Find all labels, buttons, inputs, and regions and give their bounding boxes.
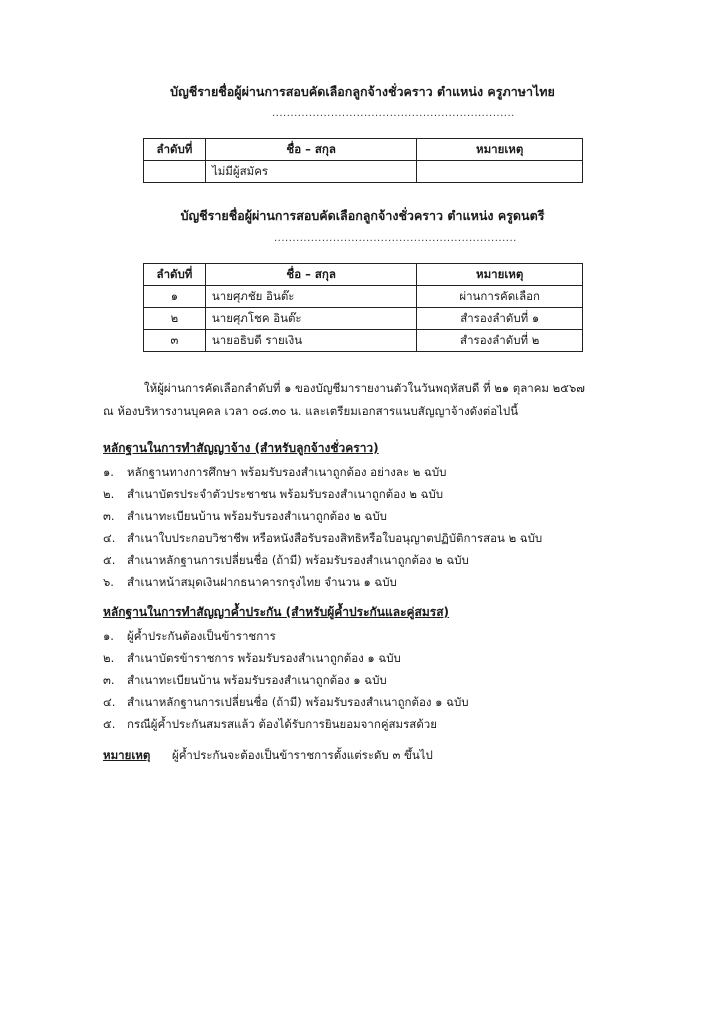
list-item — [103, 508, 387, 526]
list-item — [103, 464, 446, 482]
item-text: สำเนาบัตรประจำตัวประชาชน พร้อมรับรองสำเนาถูกต้อง ๒ ฉบับ — [127, 487, 444, 501]
section1-title: บัญชีรายชื่อผู้ผ่านการสอบคัดเลือกลูกจ้างชั่วคราว ตำแหน่ง ครูภาษาไทย — [170, 84, 555, 99]
remark-label: หมายเหตุ — [103, 748, 151, 762]
list-item — [103, 574, 397, 592]
item-number: ๕. — [103, 553, 116, 567]
cell-note: สำรองลำดับที่ ๑ — [417, 308, 583, 330]
table-row — [144, 330, 583, 352]
list-item — [103, 530, 542, 548]
col-header-name: ชื่อ – สกุล — [205, 139, 416, 161]
cell-name: ไม่มีผู้สมัคร — [205, 161, 416, 183]
cell-number: ๒ — [144, 308, 206, 330]
guarantor-docs-heading: หลักฐานในการทำสัญญาค้ำประกัน (สำหรับผู้ค้ำประกันและคู่สมรส) — [103, 605, 450, 619]
section2-dots: .................................................................. — [274, 233, 517, 244]
item-text: สำเนาทะเบียนบ้าน พร้อมรับรองสำเนาถูกต้อง ๒ ฉบับ — [127, 509, 387, 523]
list-item — [103, 650, 401, 668]
item-number: ๔. — [103, 531, 116, 545]
item-number: ๒. — [103, 487, 115, 501]
cell-number — [144, 161, 206, 183]
col-header-number: ลำดับที่ — [144, 139, 206, 161]
list-item — [103, 486, 443, 504]
cell-name: นายศุภโชค อินต๊ะ — [205, 308, 416, 330]
item-text: หลักฐานทางการศึกษา พร้อมรับรองสำเนาถูกต้อง อย่างละ ๒ ฉบับ — [127, 465, 447, 479]
remark-text: ผู้ค้ำประกันจะต้องเป็นข้าราชการตั้งแต่ระดับ ๓ ขึ้นไป — [172, 748, 433, 762]
cell-number: ๓ — [144, 330, 206, 352]
item-number: ๒. — [103, 651, 115, 665]
table-header-row — [144, 264, 583, 286]
col-header-note: หมายเหตุ — [417, 264, 583, 286]
item-number: ๖. — [103, 575, 114, 589]
item-number: ๓. — [103, 673, 115, 687]
item-number: ๕. — [103, 717, 116, 731]
col-header-note: หมายเหตุ — [417, 139, 583, 161]
cell-note: สำรองลำดับที่ ๒ — [417, 330, 583, 352]
cell-note — [417, 161, 583, 183]
item-number: ๔. — [103, 695, 116, 709]
contract-docs-heading: หลักฐานในการทำสัญญาจ้าง (สำหรับลูกจ้างชั่วคราว) — [103, 441, 379, 455]
item-number: ๓. — [103, 509, 115, 523]
item-text: ผู้ค้ำประกันต้องเป็นข้าราชการ — [127, 629, 276, 643]
cell-number: ๑ — [144, 286, 206, 308]
item-text: สำเนาหน้าสมุดเงินฝากธนาคารกรุงไทย จำนวน ๑ ฉบับ — [127, 575, 397, 589]
announcement-line1: ให้ผู้ผ่านการคัดเลือกลำดับที่ ๑ ของบัญชีมารายงานตัวในวันพฤหัสบดี ที่ ๒๑ ตุลาคม ๒๕๖๗ — [144, 381, 585, 395]
item-text: สำเนาหลักฐานการเปลี่ยนชื่อ (ถ้ามี) พร้อมรับรองสำเนาถูกต้อง ๒ ฉบับ — [127, 553, 469, 567]
list-item — [103, 716, 437, 734]
announcement-line2: ณ ห้องบริหารงานบุคคล เวลา ๐๘.๓๐ น. และเตรียมเอกสารแนบสัญญาจ้างดังต่อไปนี้ — [103, 404, 519, 418]
col-header-number: ลำดับที่ — [144, 264, 206, 286]
cell-note: ผ่านการคัดเลือก — [417, 286, 583, 308]
section2-title: บัญชีรายชื่อผู้ผ่านการสอบคัดเลือกลูกจ้างชั่วคราว ตำแหน่ง ครูดนตรี — [180, 208, 545, 223]
item-text: กรณีผู้ค้ำประกันสมรสแล้ว ต้องได้รับการยินยอมจากคู่สมรสด้วย — [127, 717, 437, 731]
section2-table — [143, 263, 583, 352]
list-item — [103, 694, 469, 712]
item-number: ๑. — [103, 629, 114, 643]
table-row — [144, 308, 583, 330]
item-text: สำเนาหลักฐานการเปลี่ยนชื่อ (ถ้ามี) พร้อมรับรองสำเนาถูกต้อง ๑ ฉบับ — [127, 695, 469, 709]
table-row — [144, 286, 583, 308]
cell-name: นายศุภชัย อินต๊ะ — [205, 286, 416, 308]
list-item — [103, 552, 469, 570]
list-item — [103, 672, 387, 690]
list-item — [103, 628, 276, 646]
item-text: สำเนาทะเบียนบ้าน พร้อมรับรองสำเนาถูกต้อง ๑ ฉบับ — [127, 673, 387, 687]
item-text: สำเนาใบประกอบวิชาชีพ หรือหนังสือรับรองสิทธิหรือใบอนุญาตปฏิบัติการสอน ๒ ฉบับ — [127, 531, 543, 545]
section1-table — [143, 138, 583, 183]
table-header-row — [144, 139, 583, 161]
table-row — [144, 161, 583, 183]
col-header-name: ชื่อ – สกุล — [205, 264, 416, 286]
section1-dots: .................................................................. — [272, 108, 515, 119]
item-text: สำเนาบัตรข้าราชการ พร้อมรับรองสำเนาถูกต้อง ๑ ฉบับ — [127, 651, 401, 665]
cell-name: นายอธิบดี รายเงิน — [205, 330, 416, 352]
item-number: ๑. — [103, 465, 114, 479]
